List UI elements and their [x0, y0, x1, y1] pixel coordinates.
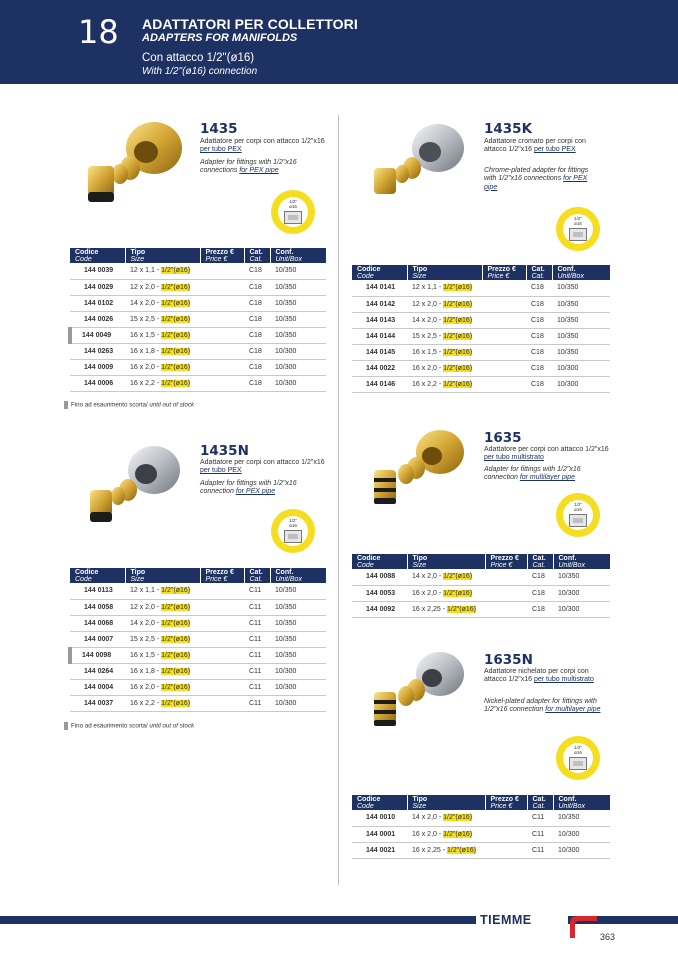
product-desc-it-1635n: Adattatore nichelato per corpi con attacco 1/2"x16 per tubo multistrato — [484, 668, 594, 684]
cell-box: 10/350 — [270, 263, 326, 279]
table-row — [352, 280, 610, 296]
subtitle-en: With 1/2"(ø16) connection — [142, 66, 258, 77]
cell-cat: C18 — [526, 376, 552, 392]
col-cat: Cat. Cat. — [527, 554, 553, 569]
cell-size: 14 x 2,0 - 1/2"(ø16) — [407, 569, 485, 585]
column-divider — [338, 115, 339, 885]
cell-code: 144 0010 — [352, 810, 407, 826]
table-row — [352, 376, 610, 392]
table-row — [70, 599, 326, 615]
cell-code: 144 0026 — [70, 311, 125, 327]
cell-size: 16 x 1,5 - 1/2"(ø16) — [125, 647, 200, 663]
col-size: Tipo Size — [407, 265, 482, 280]
cell-price — [482, 360, 526, 376]
cell-size: 15 x 2,5 - 1/2"(ø16) — [125, 631, 200, 647]
cell-box: 10/350 — [553, 569, 610, 585]
table-row — [70, 295, 326, 311]
table-row — [70, 359, 326, 375]
subtitle-it: Con attacco 1/2"(ø16) — [142, 52, 255, 64]
pipe-icon — [569, 514, 587, 527]
cell-size: 12 x 2,0 - 1/2"(ø16) — [125, 599, 200, 615]
cell-size: 16 x 1,5 - 1/2"(ø16) — [125, 327, 200, 343]
cell-price — [485, 585, 527, 601]
cell-box: 10/350 — [270, 615, 326, 631]
cell-cat: C11 — [244, 663, 270, 679]
table-row — [70, 679, 326, 695]
col-size: Tipo Size — [125, 568, 200, 583]
cell-size: 16 x 2,25 - 1/2"(ø16) — [407, 842, 485, 858]
cell-box: 10/350 — [270, 583, 326, 599]
cell-price — [200, 679, 244, 695]
cell-code: 144 0145 — [352, 344, 407, 360]
cell-box: 10/300 — [553, 601, 610, 617]
cell-box: 10/300 — [553, 826, 610, 842]
col-price: Prezzo € Price € — [200, 248, 244, 263]
cell-price — [200, 311, 244, 327]
cell-size: 14 x 2,0 - 1/2"(ø16) — [125, 295, 200, 311]
cell-size: 12 x 1,1 - 1/2"(ø16) — [125, 263, 200, 279]
cell-cat: C11 — [244, 647, 270, 663]
table-row — [352, 810, 610, 826]
table-row — [70, 647, 326, 663]
col-code: Codice Code — [70, 248, 125, 263]
cell-cat: C18 — [526, 312, 552, 328]
product-desc-en-1635: Adapter for fittings with 1/2"x16 connection for multilayer pipe — [484, 466, 581, 482]
cell-code: 144 0263 — [70, 343, 125, 359]
cell-box: 10/300 — [553, 842, 610, 858]
cell-cat: C11 — [527, 810, 553, 826]
cell-cat: C18 — [527, 601, 553, 617]
col-code: Codice Code — [352, 795, 407, 810]
table-row — [352, 328, 610, 344]
table-row — [70, 311, 326, 327]
table-row — [352, 344, 610, 360]
table-row — [70, 631, 326, 647]
cell-code: 144 0037 — [70, 695, 125, 711]
pipe-icon — [569, 757, 587, 770]
title-it: ADATTATORI PER COLLETTORI — [142, 16, 358, 32]
cell-size: 16 x 2,2 - 1/2"(ø16) — [407, 376, 482, 392]
cell-code: 144 0007 — [70, 631, 125, 647]
cell-box: 10/300 — [552, 376, 610, 392]
cell-price — [485, 826, 527, 842]
cell-price — [200, 327, 244, 343]
cell-price — [200, 295, 244, 311]
product-desc-it-1435k: Adattatore cromato per corpi con attacco 1/2"x16 per tubo PEX — [484, 138, 586, 154]
cell-cat: C11 — [244, 583, 270, 599]
cell-cat: C18 — [526, 280, 552, 296]
table-row — [70, 343, 326, 359]
cell-price — [200, 343, 244, 359]
spec-table-1435 — [68, 248, 326, 392]
col-cat: Cat. Cat. — [527, 795, 553, 810]
cell-size: 16 x 1,8 - 1/2"(ø16) — [125, 663, 200, 679]
pipe-icon — [284, 530, 302, 543]
cell-box: 10/350 — [552, 280, 610, 296]
cell-cat: C11 — [244, 631, 270, 647]
cell-code: 144 0006 — [70, 375, 125, 391]
col-box: Conf. Unit/Box — [270, 248, 326, 263]
cell-cat: C18 — [244, 279, 270, 295]
connection-badge: 1/2" ø16 — [271, 509, 315, 553]
pipe-icon — [569, 228, 587, 241]
table-row — [70, 263, 326, 279]
table-row — [352, 585, 610, 601]
nickel-adapter-image — [82, 440, 192, 530]
col-code: Codice Code — [70, 568, 125, 583]
table-row — [70, 615, 326, 631]
page-header — [0, 0, 678, 84]
cell-size: 15 x 2,5 - 1/2"(ø16) — [407, 328, 482, 344]
cell-size: 16 x 2,2 - 1/2"(ø16) — [125, 695, 200, 711]
product-code-1635n: 1635N — [484, 652, 533, 668]
spec-table-1635n — [352, 795, 610, 859]
table-row — [70, 695, 326, 711]
col-size: Tipo Size — [125, 248, 200, 263]
cell-box: 10/350 — [270, 327, 326, 343]
multilayer-adapter-image — [366, 426, 476, 516]
col-cat: Cat. Cat. — [244, 248, 270, 263]
cell-box: 10/350 — [270, 631, 326, 647]
spec-table-1435n — [68, 568, 326, 712]
pipe-icon — [284, 211, 302, 224]
col-box: Conf. Unit/Box — [270, 568, 326, 583]
cell-size: 16 x 2,25 - 1/2"(ø16) — [407, 601, 485, 617]
col-price: Prezzo € Price € — [482, 265, 526, 280]
cell-cat: C18 — [526, 328, 552, 344]
cell-cat: C18 — [526, 344, 552, 360]
cell-box: 10/350 — [270, 295, 326, 311]
cell-code: 144 0068 — [70, 615, 125, 631]
product-desc-it-1435n: Adattatore per corpi con attacco 1/2"x16 per tubo PEX — [200, 459, 325, 475]
cell-code: 144 0004 — [70, 679, 125, 695]
table-row — [70, 327, 326, 343]
cell-price — [482, 328, 526, 344]
product-desc-en-1435n: Adapter for fittings with 1/2"x16 connection for PEX pipe — [200, 480, 297, 496]
cell-code: 144 0092 — [352, 601, 407, 617]
cell-cat: C11 — [244, 679, 270, 695]
cell-code: 144 0049 — [70, 327, 125, 343]
cell-cat: C11 — [244, 695, 270, 711]
cell-cat: C18 — [244, 295, 270, 311]
table-row — [352, 296, 610, 312]
cell-box: 10/350 — [553, 810, 610, 826]
cell-price — [200, 615, 244, 631]
cell-box: 10/300 — [270, 343, 326, 359]
cell-price — [200, 375, 244, 391]
cell-price — [485, 601, 527, 617]
product-code-1435n: 1435N — [200, 443, 249, 459]
cell-cat: C18 — [527, 569, 553, 585]
product-desc-it-1435: Adattatore per corpi con attacco 1/2"x16 per tubo PEX — [200, 138, 325, 154]
col-price: Prezzo € Price € — [485, 554, 527, 569]
cell-size: 16 x 2,2 - 1/2"(ø16) — [125, 375, 200, 391]
cell-size: 16 x 2,0 - 1/2"(ø16) — [407, 360, 482, 376]
cell-size: 16 x 1,5 - 1/2"(ø16) — [407, 344, 482, 360]
connection-badge: 1/2" ø16 — [556, 493, 600, 537]
title-en: ADAPTERS FOR MANIFOLDS — [142, 32, 298, 44]
col-cat: Cat. Cat. — [526, 265, 552, 280]
brand-swoosh-icon — [567, 916, 597, 938]
connection-badge: 1/2" ø16 — [556, 207, 600, 251]
cell-price — [485, 569, 527, 585]
cell-box: 10/350 — [270, 647, 326, 663]
product-desc-en-1635n: Nickel-plated adapter for fittings with 1/2"x16 connection for multilayer pipe — [484, 698, 601, 714]
col-size: Tipo Size — [407, 554, 485, 569]
cell-price — [485, 810, 527, 826]
cell-price — [482, 296, 526, 312]
table-row — [352, 826, 610, 842]
cell-price — [200, 663, 244, 679]
cell-box: 10/350 — [270, 279, 326, 295]
cell-box: 10/300 — [552, 360, 610, 376]
cell-cat: C11 — [527, 842, 553, 858]
brass-adapter-image — [82, 118, 192, 208]
cell-code: 144 0113 — [70, 583, 125, 599]
cell-price — [482, 280, 526, 296]
cell-box: 10/300 — [270, 663, 326, 679]
cell-code: 144 0001 — [352, 826, 407, 842]
cell-cat: C18 — [244, 263, 270, 279]
cell-cat: C18 — [244, 343, 270, 359]
cell-cat: C18 — [244, 311, 270, 327]
table-row — [352, 842, 610, 858]
cell-cat: C18 — [244, 359, 270, 375]
cell-code: 144 0142 — [352, 296, 407, 312]
cell-price — [200, 647, 244, 663]
col-price: Prezzo € Price € — [200, 568, 244, 583]
table-row — [352, 569, 610, 585]
cell-cat: C11 — [527, 826, 553, 842]
connection-badge: 1/2" ø16 — [556, 736, 600, 780]
page-number: 363 — [600, 932, 616, 942]
col-price: Prezzo € Price € — [485, 795, 527, 810]
cell-size: 14 x 2,0 - 1/2"(ø16) — [125, 615, 200, 631]
cell-box: 10/350 — [270, 599, 326, 615]
cell-size: 12 x 1,1 - 1/2"(ø16) — [407, 280, 482, 296]
product-code-1435k: 1435K — [484, 121, 533, 137]
cell-code: 144 0098 — [70, 647, 125, 663]
product-code-1435: 1435 — [200, 121, 238, 137]
cell-code: 144 0021 — [352, 842, 407, 858]
cell-code: 144 0144 — [352, 328, 407, 344]
cell-cat: C18 — [244, 327, 270, 343]
table-row — [352, 312, 610, 328]
table-row — [70, 663, 326, 679]
cell-box: 10/300 — [270, 679, 326, 695]
cell-size: 16 x 2,0 - 1/2"(ø16) — [125, 359, 200, 375]
cell-size: 12 x 2,0 - 1/2"(ø16) — [407, 296, 482, 312]
spec-table-1635 — [352, 554, 610, 618]
product-desc-en-1435: Adapter for fittings with 1/2"x16 connections for PEX pipe — [200, 159, 297, 175]
cell-code: 144 0009 — [70, 359, 125, 375]
cell-code: 144 0022 — [352, 360, 407, 376]
table-row — [352, 360, 610, 376]
cell-box: 10/350 — [552, 296, 610, 312]
cell-code: 144 0264 — [70, 663, 125, 679]
cell-size: 16 x 1,8 - 1/2"(ø16) — [125, 343, 200, 359]
spec-table-1435k — [352, 265, 610, 393]
cell-price — [200, 263, 244, 279]
cell-box: 10/300 — [270, 695, 326, 711]
cell-box: 10/350 — [552, 344, 610, 360]
col-box: Conf. Unit/Box — [553, 554, 610, 569]
cell-size: 14 x 2,0 - 1/2"(ø16) — [407, 810, 485, 826]
cell-code: 144 0141 — [352, 280, 407, 296]
cell-box: 10/300 — [553, 585, 610, 601]
cell-size: 16 x 2,0 - 1/2"(ø16) — [407, 585, 485, 601]
cell-price — [482, 312, 526, 328]
cell-cat: C18 — [526, 360, 552, 376]
cell-price — [485, 842, 527, 858]
cell-code: 144 0058 — [70, 599, 125, 615]
cell-size: 15 x 2,5 - 1/2"(ø16) — [125, 311, 200, 327]
cell-size: 14 x 2,0 - 1/2"(ø16) — [407, 312, 482, 328]
cell-price — [200, 583, 244, 599]
cell-code: 144 0039 — [70, 263, 125, 279]
chrome-adapter-image — [366, 118, 476, 208]
cell-code: 144 0088 — [352, 569, 407, 585]
cell-box: 10/300 — [270, 359, 326, 375]
product-code-1635: 1635 — [484, 430, 522, 446]
cell-code: 144 0143 — [352, 312, 407, 328]
table-row — [70, 375, 326, 391]
connection-badge: 1/2" ø16 — [271, 190, 315, 234]
cell-code: 144 0053 — [352, 585, 407, 601]
cell-code: 144 0146 — [352, 376, 407, 392]
col-code: Codice Code — [352, 265, 407, 280]
cell-price — [200, 695, 244, 711]
cell-code: 144 0102 — [70, 295, 125, 311]
cell-size: 12 x 1,1 - 1/2"(ø16) — [125, 583, 200, 599]
table-row — [70, 279, 326, 295]
cell-box: 10/350 — [270, 311, 326, 327]
section-number: 18 — [78, 13, 119, 51]
cell-box: 10/350 — [552, 328, 610, 344]
cell-price — [200, 359, 244, 375]
product-desc-it-1635: Adattatore per corpi con attacco 1/2"x16 per tubo multistrato — [484, 446, 609, 462]
cell-price — [482, 344, 526, 360]
cell-code: 144 0029 — [70, 279, 125, 295]
table-row — [352, 601, 610, 617]
nickel-multilayer-adapter-image — [366, 648, 476, 738]
cell-cat: C11 — [244, 599, 270, 615]
col-size: Tipo Size — [407, 795, 485, 810]
col-cat: Cat. Cat. — [244, 568, 270, 583]
brand-logo: TIEMME — [476, 913, 568, 927]
cell-box: 10/350 — [552, 312, 610, 328]
col-code: Codice Code — [352, 554, 407, 569]
cell-price — [482, 376, 526, 392]
cell-cat: C18 — [527, 585, 553, 601]
cell-price — [200, 279, 244, 295]
stock-note: Fino ad esaurimento scorta/ until out of stock — [64, 722, 194, 730]
cell-box: 10/300 — [270, 375, 326, 391]
cell-size: 12 x 2,0 - 1/2"(ø16) — [125, 279, 200, 295]
stock-note: Fino ad esaurimento scorta/ until out of stock — [64, 401, 194, 409]
cell-cat: C18 — [526, 296, 552, 312]
product-desc-en-1435k: Chrome-plated adapter for fittings with 1/2"x16 connections for PEX pipe — [484, 167, 589, 191]
cell-price — [200, 631, 244, 647]
cell-size: 16 x 2,0 - 1/2"(ø16) — [125, 679, 200, 695]
table-row — [70, 583, 326, 599]
col-box: Conf. Unit/Box — [553, 795, 610, 810]
cell-size: 16 x 2,0 - 1/2"(ø16) — [407, 826, 485, 842]
cell-price — [200, 599, 244, 615]
cell-cat: C11 — [244, 615, 270, 631]
col-box: Conf. Unit/Box — [552, 265, 610, 280]
cell-cat: C18 — [244, 375, 270, 391]
